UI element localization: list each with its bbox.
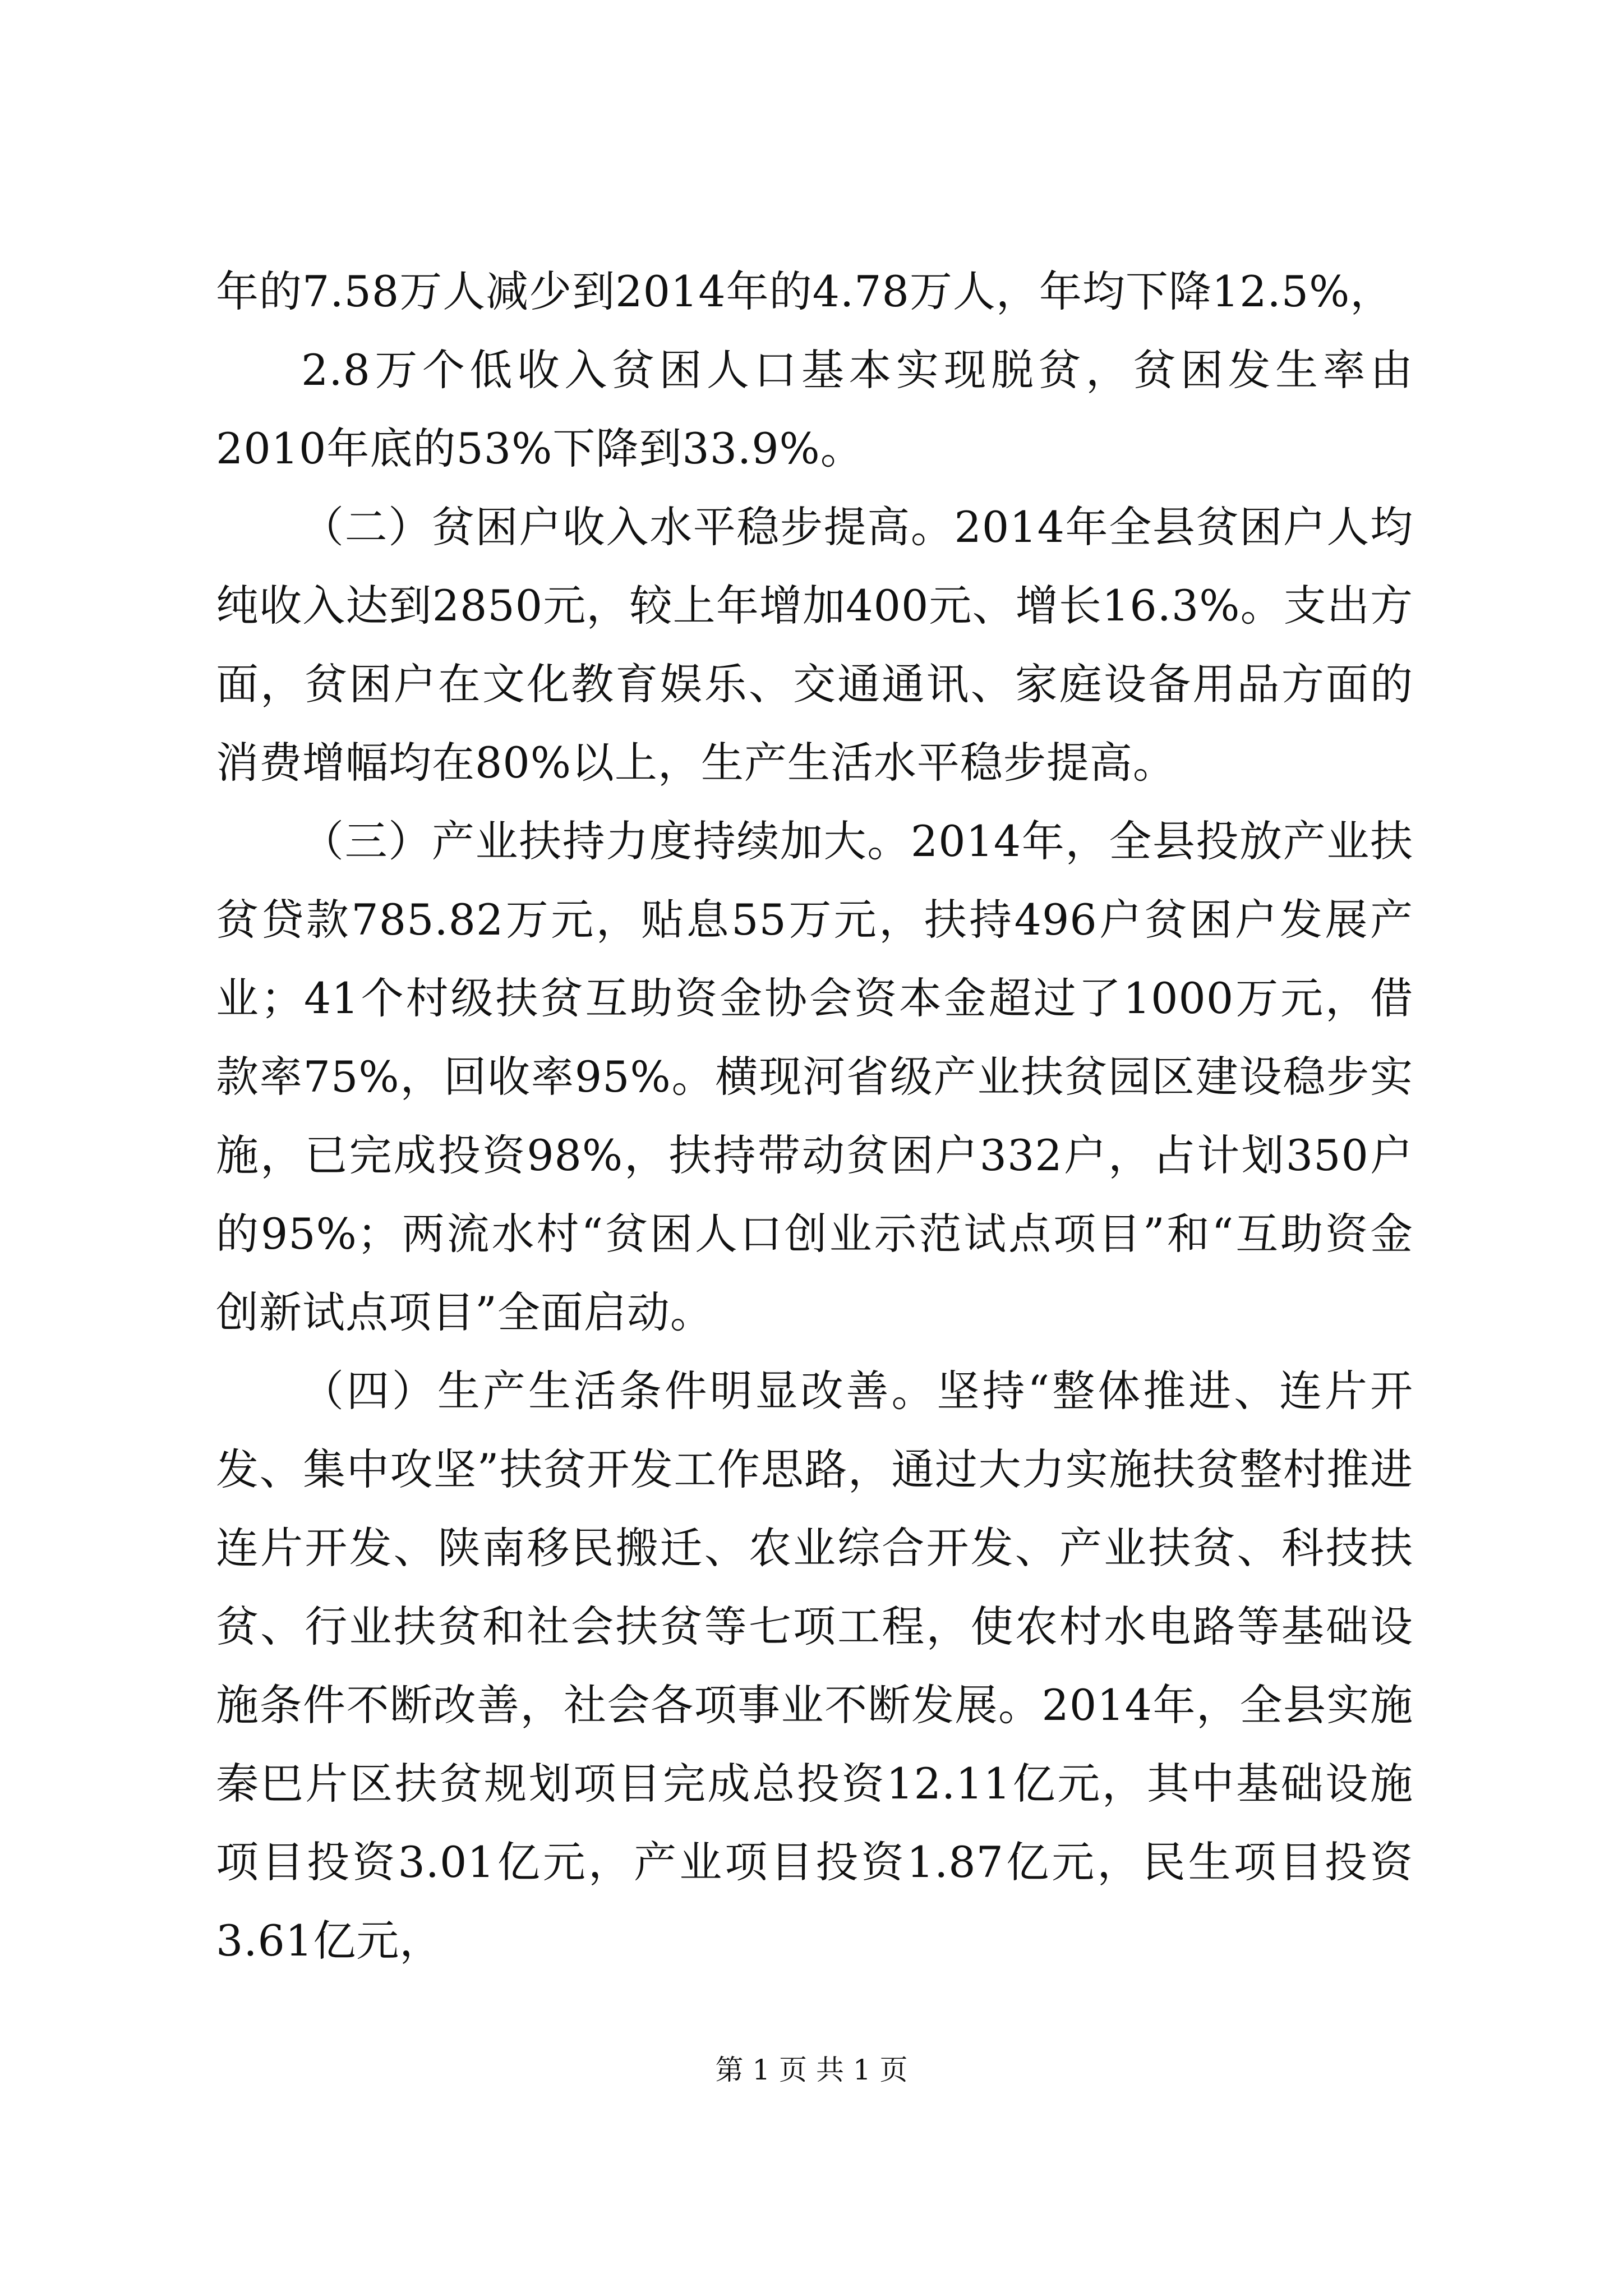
document-body (216, 252, 1413, 1980)
page-number-label: 第 1 页 共 1 页 (715, 2054, 908, 2086)
page-footer (0, 2050, 1623, 2090)
paragraph: 2.8万个低收入贫困人口基本实现脱贫，贫困发生率由2010年底的53%下降到33.9%。 (216, 345, 1413, 473)
paragraph: （三）产业扶持力度持续加大。2014年，全县投放产业扶贫贷款785.82万元，贴息55万元，扶持496户贫困户发展产业；41个村级扶贫互助资金协会资本金超过了1000万元，借款率75%，回收率95%。横现河省级产业扶贫园区建设稳步实施，已完成投资98%，扶持带动贫困户332户，占计划350户的95%；两流水村“贫困人口创业示范试点项目”和“互助资金创新试点项目”全面启动。 (216, 816, 1413, 1337)
paragraph: （四）生产生活条件明显改善。坚持“整体推进、连片开发、集中攻坚”扶贫开发工作思路，通过大力实施扶贫整村推进连片开发、陕南移民搬迁、农业综合开发、产业扶贫、科技扶贫、行业扶贫和社会扶贫等七项工程，使农村水电路等基础设施条件不断改善，社会各项事业不断发展。2014年，全县实施秦巴片区扶贫规划项目完成总投资12.11亿元，其中基础设施项目投资3.01亿元，产业项目投资1.87亿元，民生项目投资3.61亿元， (216, 1366, 1413, 1966)
paragraph: （二）贫困户收入水平稳步提高。2014年全县贫困户人均纯收入达到2850元，较上年增加400元、增长16.3%。支出方面，贫困户在文化教育娱乐、交通通讯、家庭设备用品方面的消费增幅均在80%以上，生产生活水平稳步提高。 (216, 502, 1413, 788)
paragraph: 年的7.58万人减少到2014年的4.78万人，年均下降12.5%， (216, 266, 1394, 316)
